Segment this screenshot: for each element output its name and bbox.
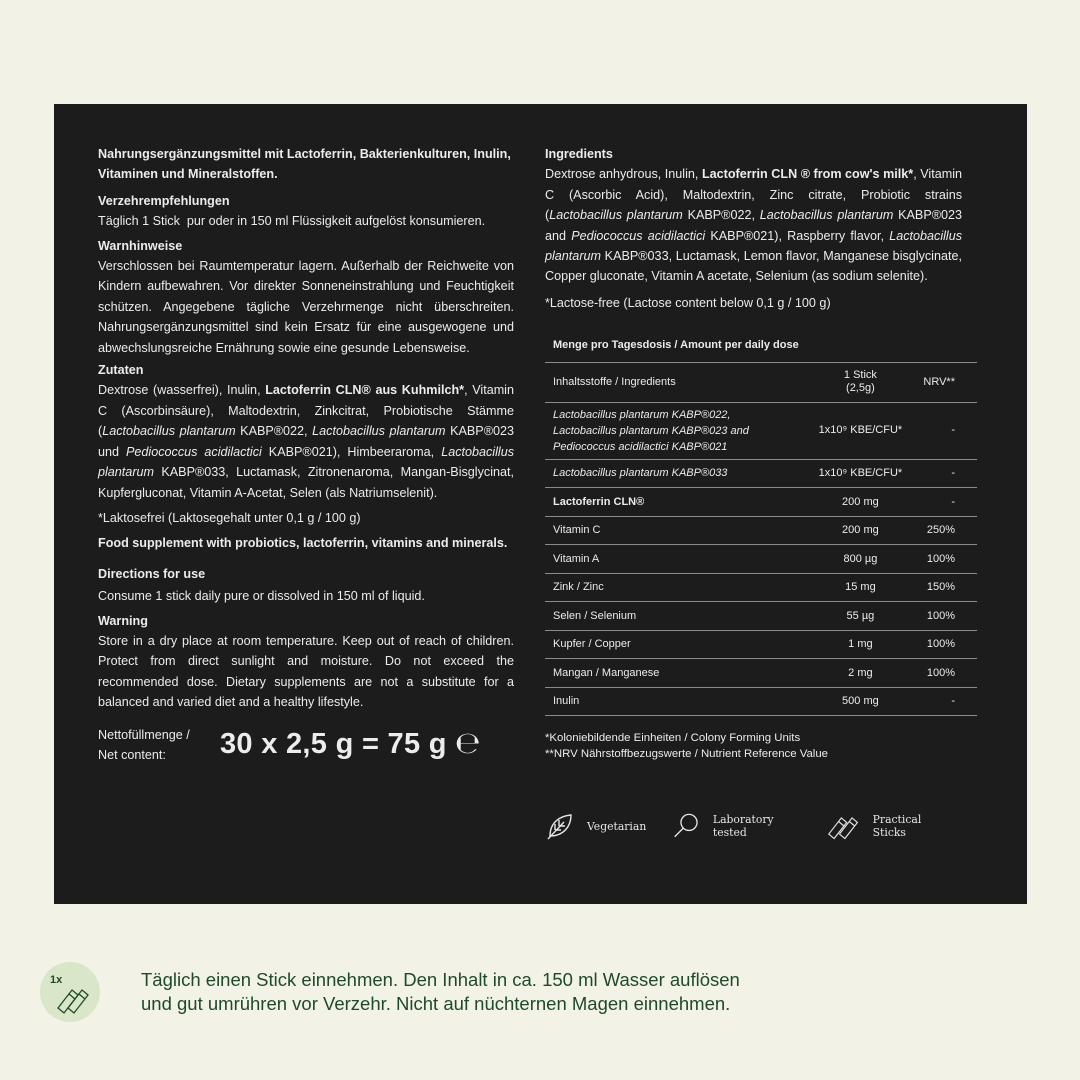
table-row (545, 687, 977, 716)
nutrient-amount: 1 mg (805, 630, 915, 659)
nutrient-name: Zink / Zinc (545, 573, 805, 602)
footnote-nrv: **NRV Nährstoffbezugswerte / Nutrient Reference Value (545, 748, 829, 761)
nutrient-amount: 55 µg (805, 602, 915, 631)
magnifier-icon (672, 810, 701, 842)
nutrient-name: Mangan / Manganese (545, 659, 805, 688)
table-caption: Menge pro Tagesdosis / Amount per daily dose (545, 329, 977, 362)
warn-heading: Warnhinweise (98, 238, 183, 253)
warn-text: Verschlossen bei Raumtemperatur lagern. Außerhalb der Reichweite von Kindern aufbewahren. Vor direkter Sonneneinstrahlung und Feuchtigkeit schützen. Angegebene tägliche Verzehrmenge nicht überschreiten. Nahrungsergänzungsmittel sind kein Ersatz für eine ausgewogene und abwechslungsreiche Ernährung sowie eine gesunde Lebensweise. (98, 259, 514, 355)
table-row (545, 659, 977, 688)
nutrient-name: Vitamin A (545, 545, 805, 574)
table-row (545, 488, 977, 517)
lactose-note-en: *Lactose-free (Lactose content below 0,1 g / 100 g) (545, 295, 831, 310)
nutrient-nrv: - (915, 687, 977, 716)
nutrient-nrv: - (915, 488, 977, 517)
zutaten-text: Dextrose (wasserfrei), Inulin, Lactoferrin CLN® aus Kuhmilch*, Vitamin C (Ascorbinsäure), Maltodextrin, Zinkcitrat, Probiotische Stämme (Lactobacillus plantarum KABP®022, Lactobacillus plantarum KABP®023 und Pediococcus acidilactici KABP®021), Himbeeraroma, Lactobacillus plantarum KABP®033, Luctamask, Zitronenaroma, Mangan-Bisglycinat, Kupfergluconat, Vitamin A-Acetat, Selen (als Natriumselenit). (98, 383, 514, 500)
nutrient-amount: 200 mg (805, 516, 915, 545)
daily-dose-badge (40, 962, 100, 1022)
warning-text: Store in a dry place at room temperature. Keep out of reach of children. Protect from direct sunlight and moisture. Do not exceed the recommended dose. Dietary supplements are not a substitute for a balanced and varied diet and a healthy lifestyle. (98, 633, 514, 710)
instruction-text (141, 968, 740, 1016)
nutrient-amount: 15 mg (805, 573, 915, 602)
estimated-sign: ℮ (454, 726, 481, 762)
table-row (545, 573, 977, 602)
col-stick: 1 Stick (2,5g) (805, 362, 915, 402)
net-content-label: Nettofüllmenge / Net content: (98, 727, 190, 762)
table-row (545, 402, 977, 459)
label-panel (54, 104, 1027, 904)
nutrient-nrv: 250% (915, 516, 977, 545)
ingredients-heading: Ingredients (545, 147, 613, 161)
right-column (545, 144, 962, 762)
nutrient-nrv: - (915, 402, 977, 459)
badge-lab-tested: Laboratory tested (672, 810, 800, 842)
directions-text: Consume 1 stick daily pure or dissolved in 150 ml of liquid. (98, 589, 425, 604)
table-row (545, 516, 977, 545)
title-de: Nahrungsergänzungsmittel mit Lactoferrin, Bakterienkulturen, Inulin, Vitaminen und Mineralstoffen. (98, 147, 511, 182)
footnotes (545, 730, 962, 762)
ingredients-text: Dextrose anhydrous, Inulin, Lactoferrin CLN ® from cow's milk*, Vitamin C (Ascorbic Acid), Maltodextrin, Zinc citrate, Probiotic strains (Lactobacillus plantarum KABP®022, Lactobacillus plantarum KABP®023 and Pediococcus acidilactici KABP®021), Raspberry flavor, Lactobacillus plantarum KABP®033, Luctamask, Lemon flavor, Manganese bisglycinate, Copper gluconate, Vitamin A acetate, Selenium (as sodium selenite). (545, 167, 963, 284)
leaf-icon (545, 811, 575, 841)
sticks-icon (827, 809, 861, 843)
nutrient-amount: 2 mg (805, 659, 915, 688)
net-content (98, 725, 514, 765)
table-row (545, 630, 977, 659)
nutrient-name: Lactobacillus plantarum KABP®022, Lactobacillus plantarum KABP®023 and Pediococcus acidilactici KABP®021 (545, 402, 805, 459)
nutrient-amount: 800 µg (805, 545, 915, 574)
nutrient-nrv: 100% (915, 659, 977, 688)
nutrient-nrv: 100% (915, 630, 977, 659)
nutrient-nrv: 150% (915, 573, 977, 602)
lactose-note-de: *Laktosefrei (Laktosegehalt unter 0,1 g / 100 g) (98, 510, 361, 525)
nutrient-name: Inulin (545, 687, 805, 716)
nutrient-amount: 1x10⁹ KBE/CFU* (805, 459, 915, 488)
table-header-row (545, 362, 977, 402)
dose-quantity: 1x (50, 974, 63, 986)
table-row (545, 545, 977, 574)
nutrient-nrv: - (915, 459, 977, 488)
verzehr-heading: Verzehrempfehlungen (98, 193, 230, 208)
badge-practical-sticks: Practical Sticks (827, 809, 949, 843)
col-ingredients: Inhaltsstoffe / Ingredients (545, 362, 805, 402)
nutrient-name: Lactobacillus plantarum KABP®033 (545, 459, 805, 488)
footnote-cfu: *Koloniebildende Einheiten / Colony Forming Units (545, 732, 801, 745)
zutaten-heading: Zutaten (98, 363, 144, 378)
instruction-line-2: und gut umrühren vor Verzehr. Nicht auf nüchternen Magen einnehmen. (141, 993, 731, 1014)
sticks-icon (54, 978, 94, 1018)
nutrient-amount: 500 mg (805, 687, 915, 716)
title-en: Food supplement with probiotics, lactoferrin, vitamins and minerals. (98, 536, 508, 551)
nutrient-name: Selen / Selenium (545, 602, 805, 631)
nutrient-nrv: 100% (915, 545, 977, 574)
instruction-line-1: Täglich einen Stick einnehmen. Den Inhalt in ca. 150 ml Wasser auflösen (141, 969, 740, 990)
warning-heading: Warning (98, 613, 148, 628)
net-content-value: 30 x 2,5 g = 75 g (220, 728, 447, 761)
col-nrv: NRV** (915, 362, 977, 402)
nutrient-amount: 200 mg (805, 488, 915, 517)
nutrient-amount: 1x10⁹ KBE/CFU* (805, 402, 915, 459)
table-row (545, 602, 977, 631)
nutrient-name: Lactoferrin CLN® (545, 488, 805, 517)
directions-heading: Directions for use (98, 566, 206, 581)
table-row (545, 459, 977, 488)
nutrition-table (545, 329, 977, 716)
verzehr-text: Täglich 1 Stick pur oder in 150 ml Flüssigkeit aufgelöst konsumieren. (98, 214, 486, 229)
badge-vegetarian: Vegetarian (545, 811, 646, 841)
feature-badges (545, 809, 975, 843)
left-column (98, 144, 514, 765)
usage-instruction (40, 962, 740, 1022)
nutrient-name: Vitamin C (545, 516, 805, 545)
nutrient-nrv: 100% (915, 602, 977, 631)
nutrient-name: Kupfer / Copper (545, 630, 805, 659)
